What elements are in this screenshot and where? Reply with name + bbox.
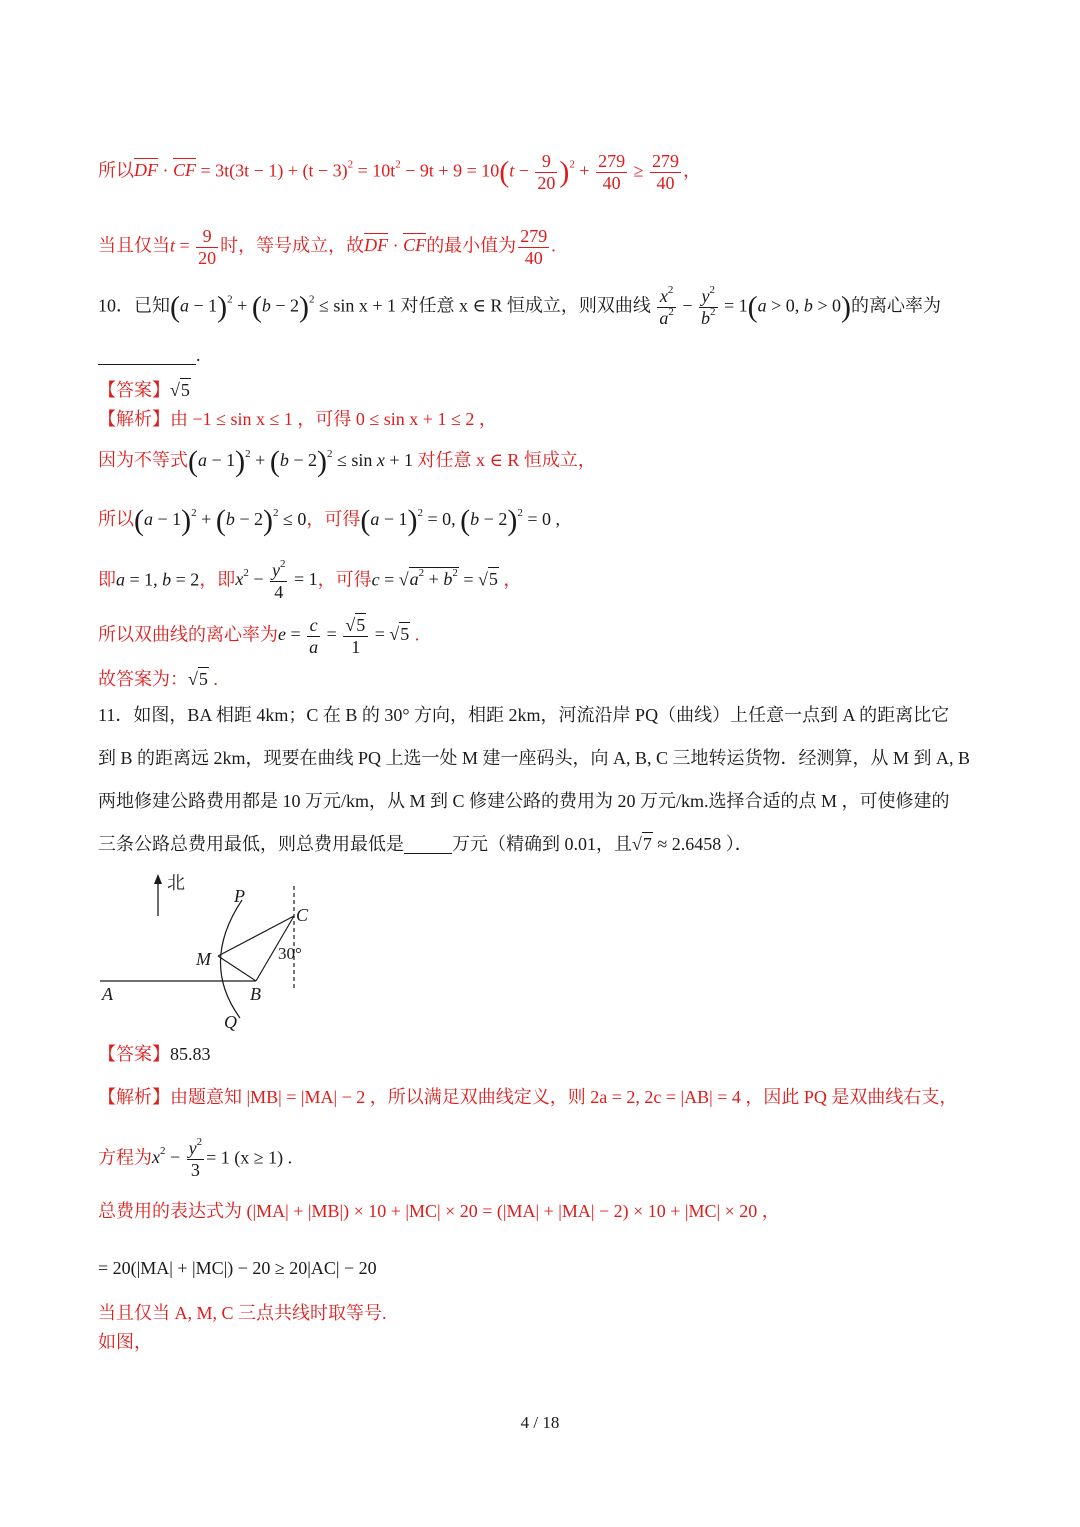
text: ，即 (199, 569, 236, 590)
north-arrow-icon (154, 874, 162, 884)
answer-value: 85.83 (170, 1044, 211, 1064)
text: 所以 (98, 160, 134, 181)
text: . (196, 345, 201, 365)
text: ≤ sin x + 1 对任意 x ∈ R 恒成立，则双曲线 (318, 295, 651, 316)
fraction: $\frac{9}{20}$ (198, 226, 217, 268)
text: ，可得 (317, 569, 372, 590)
solution-line-min: 当且仅当t = $\frac{9}{20}$ 时，等号成立，故DF · CF的最小值为 $\frac{279}{40}$ . (98, 226, 556, 268)
north-label: 北 (167, 873, 185, 893)
q10-analysis-4: 即a = 1, b = 2，即$x^2$ − $\frac{y^2}{4}$ = 1，可得$c = √a^2 + b^2 = √5$ ， (98, 558, 522, 602)
geometry-figure (96, 868, 326, 1038)
text: 的最小值为 (426, 235, 517, 256)
q11-analysis-1 (98, 1088, 957, 1106)
text: = 20(|MA| + |MC|) − 20 ≥ 20|AC| − 20 (98, 1258, 377, 1278)
q11-analysis-2: 方程为$x^2$ − $\frac{y^2}{3}$ = 1 (x ≥ 1) . (98, 1136, 293, 1180)
fraction: $\frac{9}{20}$ (537, 151, 556, 193)
q11-analysis-4 (98, 1259, 377, 1277)
q10-analysis-1 (98, 410, 497, 428)
question-10: 10．已知$(a - 1)^2 + (b - 2)^2 \le \sin x + 1$ 对任意 x ∈ R 恒成立，则双曲线 $\frac{x^2}{a^2}$ − $\frac{y^2}{b^2}$ = 1(a > 0, b > 0)的离心率为 (98, 284, 941, 328)
text: 方程为 (98, 1147, 152, 1168)
text: 对任意 x ∈ R 恒成立， (417, 450, 596, 470)
fraction: $\frac{y^2}{b^2}$ (701, 284, 716, 328)
text: ≈ 2.6458 ）． (657, 834, 753, 854)
text: 到 B 的距离远 2km，现要在曲线 PQ 上选一处 M 建一座码头，向 A, B, C 三地转运货物．经测算，从 M 到 A, B (98, 748, 971, 768)
analysis-tag: 【解析】 (98, 1087, 170, 1107)
analysis-tag: 【解析】 (98, 409, 170, 429)
curve-pq (220, 900, 242, 1018)
text: 当且仅当 A, M, C 三点共线时取等号. (98, 1303, 387, 1323)
text: 如图， (98, 1332, 152, 1352)
text: 故答案为： (98, 669, 188, 689)
text: 由题意知 |MB| = |MA| − 2 ，所以满足双曲线定义，则 2a = 2, 2c = |AB| = 4 ，因此 PQ 是双曲线右支， (170, 1087, 958, 1107)
label-b: B (250, 984, 261, 1004)
fraction: $\frac{279}{40}$ (598, 151, 626, 193)
fraction: $\frac{279}{40}$ (651, 151, 679, 193)
text: 所以 (98, 509, 134, 529)
text: 所以双曲线的离心率为 (98, 624, 278, 645)
expr: = 10t (357, 160, 396, 181)
q11-analysis-6 (98, 1333, 152, 1351)
answer-tag: 【答案】 (98, 380, 170, 400)
text: 当且仅当 (98, 235, 170, 256)
label-q: Q (224, 1012, 237, 1032)
fraction: $\frac{279}{40}$ (520, 226, 548, 268)
text: 三条公路总费用最低，则总费用最低是 (98, 834, 404, 854)
text: 时，等号成立，故 (220, 235, 365, 256)
text: = 1 (x ≥ 1) . (206, 1147, 293, 1168)
label-p: P (234, 886, 245, 906)
page-number: 4 / 18 (520, 1413, 560, 1432)
segment-mb (218, 956, 256, 981)
text: 的离心率为 (850, 295, 941, 316)
expr: − 9t + 9 = 10 (400, 160, 500, 181)
answer-value: 5 (180, 380, 190, 400)
blank-line (98, 346, 196, 365)
solution-line-dot-product: 所以DF · CF = $3t(3t - 1) + (t - 3)^2 = 10t^2 - 9t + 9 = 10(t$ − $\frac{9}{20}$ )$^2$ + $\frac{279}{40}$ ≥ $\frac{279}{40}$ ， (98, 151, 701, 193)
answer-blank (98, 346, 201, 365)
text: 即 (98, 569, 116, 590)
q11-analysis-5 (98, 1304, 387, 1322)
text: 万元（精确到 0.01，且 (452, 834, 632, 854)
text: 两地修建公路费用都是 10 万元/km，从 M 到 C 修建公路的费用为 20 万元/km.选择合适的点 M ，可使修建的 (98, 791, 950, 811)
q11-answer (98, 1045, 211, 1063)
text: 总费用的表达式为 (|MA| + |MB|) × 10 + |MC| × 20 = (|MA| + |MA| − 2) × 10 + |MC| × 20 ， (98, 1201, 780, 1221)
text: 由 −1 ≤ sin x ≤ 1 ，可得 0 ≤ sin x + 1 ≤ 2 ， (170, 409, 497, 429)
fraction: $\frac{x^2}{a^2}$ (659, 284, 674, 328)
question-11-line-3 (98, 792, 950, 810)
vector-df: DF (134, 160, 158, 181)
angle-label: 30° (278, 944, 302, 963)
q10-analysis-6: 故答案为：√5 . (98, 669, 218, 689)
vector-cf: CF (403, 235, 427, 256)
blank-line (404, 835, 452, 854)
vector-df: DF (364, 235, 389, 256)
text: ， (682, 160, 701, 181)
text: 11．如图，BA 相距 4km；C 在 B 的 30° 方向，相距 2km，河流沿岸 PQ（曲线）上任意一点到 A 的距离比它 (98, 705, 950, 725)
q10-analysis-3: 所以$(a - 1)^2 + (b - 2)^2 \le 0$，可得$(a - 1)^2 = 0$, $(b - 2)^2 = 0$ , (98, 504, 560, 537)
answer-tag: 【答案】 (98, 1044, 170, 1064)
label-c: C (296, 905, 309, 925)
question-11-line-1 (98, 706, 949, 724)
q10-analysis-2: 因为不等式$(a - 1)^2 + (b - 2)^2 \le \sin x + 1$ 对任意 x ∈ R 恒成立， (98, 445, 596, 478)
q10-answer: 【答案】√5 (98, 380, 190, 400)
label-m: M (196, 949, 211, 969)
question-11-line-2 (98, 749, 970, 767)
expr: = 3t(3t − 1) + (t − 3) (200, 160, 348, 181)
vector-cf: CF (173, 160, 197, 181)
question-11-line-4: 三条公路总费用最低，则总费用最低是 万元（精确到 0.01，且√7 ≈ 2.6458 ）． (98, 834, 753, 854)
q10-analysis-5: 所以双曲线的离心率为e = $\frac{c}{a}$ = $\frac{√5}{1}$ = √5 . (98, 615, 420, 657)
text: ，可得 (306, 509, 361, 529)
question-number: 10．已知 (98, 295, 170, 316)
text: 因为不等式 (98, 450, 188, 470)
q11-analysis-3 (98, 1202, 780, 1220)
label-a: A (102, 984, 113, 1004)
